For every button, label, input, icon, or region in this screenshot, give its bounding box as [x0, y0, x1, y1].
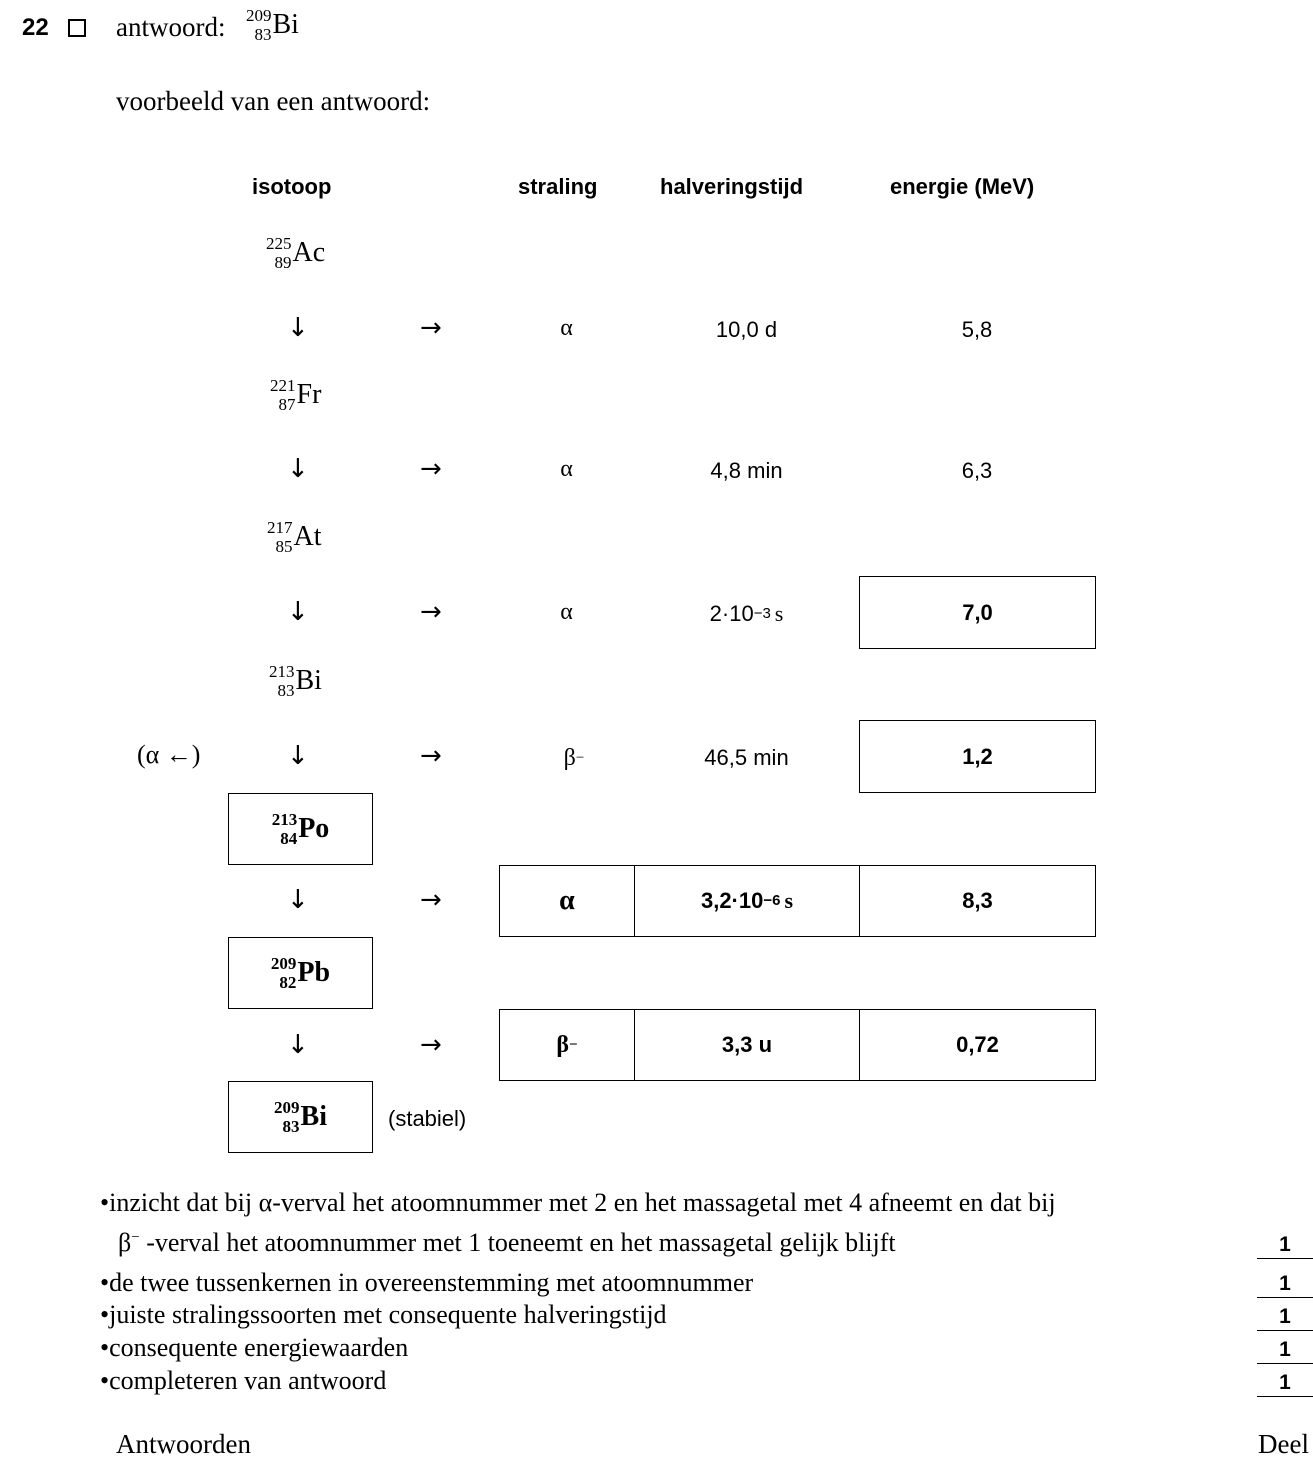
- criterion-2: •de twee tussenkernen in overeenstemming met atoomnummer: [100, 1268, 754, 1297]
- right-arrow-icon: →: [420, 454, 442, 484]
- radiation-cell: α: [560, 598, 573, 625]
- side-note: (α ←): [137, 740, 201, 769]
- radiation-cell: α: [560, 314, 573, 341]
- right-arrow-icon: →: [420, 597, 442, 627]
- question-number: 22: [22, 14, 49, 41]
- half-life-cell: 4,8 min: [710, 458, 783, 483]
- radiation-cell: β −: [563, 744, 585, 771]
- nuclide-box-bi-209: 209 83 Bi: [228, 1081, 373, 1153]
- example-label: voorbeeld van een antwoord:: [116, 86, 431, 116]
- radiation-cell: α: [560, 455, 573, 482]
- criterion-1-line1: •inzicht dat bij α-verval het atoomnummer met 2 en het massagetal met 4 afneemt en dat bij: [100, 1188, 1056, 1217]
- down-arrow-icon: ↓: [287, 885, 309, 915]
- half-life-cell: 2·10 −3 s: [709, 601, 784, 626]
- nuclide-box-pb-209: 209 82 Pb: [228, 937, 373, 1009]
- half-life-cell: 3,2·10 −6 s: [634, 865, 860, 937]
- criterion-4: •consequente energiewaarden: [100, 1333, 409, 1362]
- energy-cell: 1,2: [859, 720, 1096, 793]
- right-arrow-icon: →: [420, 313, 442, 343]
- footer-right: Deel: [1258, 1429, 1309, 1459]
- criterion-points: 1: [1257, 1304, 1313, 1331]
- down-arrow-icon: ↓: [287, 1030, 309, 1060]
- header-isotope: isotoop: [252, 174, 332, 199]
- criterion-1-line2: β− -verval het atoomnummer met 1 toeneemt en het massagetal gelijk blijft: [118, 1228, 896, 1257]
- down-arrow-icon: ↓: [287, 597, 309, 627]
- nuclide-bi-213: 213 83 Bi: [269, 662, 322, 700]
- nuclide-fr-221: 221 87 Fr: [270, 376, 322, 414]
- radiation-cell: β −: [499, 1009, 635, 1081]
- header-energy: energie (MeV): [890, 174, 1035, 199]
- down-arrow-icon: ↓: [287, 741, 309, 771]
- right-arrow-icon: →: [420, 885, 442, 915]
- answer-label: antwoord:: [116, 12, 226, 42]
- header-radiation: straling: [518, 174, 598, 199]
- criterion-points: 1: [1257, 1337, 1313, 1364]
- energy-cell: 7,0: [859, 576, 1096, 649]
- checkbox-icon[interactable]: [68, 19, 86, 37]
- half-life-cell: 3,3 u: [634, 1009, 860, 1081]
- answer-nuclide: 209 83 Bi: [246, 6, 299, 44]
- criterion-points: 1: [1257, 1271, 1313, 1298]
- right-arrow-icon: →: [420, 741, 442, 771]
- half-life-cell: 10,0 d: [715, 317, 778, 342]
- criterion-points: 1: [1257, 1232, 1313, 1259]
- energy-cell: 8,3: [859, 865, 1096, 937]
- criterion-points: 1: [1257, 1370, 1313, 1397]
- footer-left: Antwoorden: [116, 1429, 251, 1459]
- energy-cell: 5,8: [961, 317, 993, 342]
- header-half-life: halveringstijd: [660, 174, 804, 199]
- down-arrow-icon: ↓: [287, 454, 309, 484]
- radiation-cell: α: [499, 865, 635, 937]
- down-arrow-icon: ↓: [287, 313, 309, 343]
- energy-cell: 6,3: [961, 458, 993, 483]
- criterion-3: •juiste stralingssoorten met consequente halveringstijd: [100, 1300, 667, 1329]
- nuclide-ac-225: 225 89 Ac: [266, 234, 326, 272]
- stable-note: (stabiel): [388, 1106, 467, 1131]
- right-arrow-icon: →: [420, 1030, 442, 1060]
- nuclide-at-217: 217 85 At: [267, 518, 322, 556]
- criterion-5: •completeren van antwoord: [100, 1366, 387, 1395]
- half-life-cell: 46,5 min: [704, 745, 789, 770]
- nuclide-box-po-213: 213 84 Po: [228, 793, 373, 865]
- energy-cell: 0,72: [859, 1009, 1096, 1081]
